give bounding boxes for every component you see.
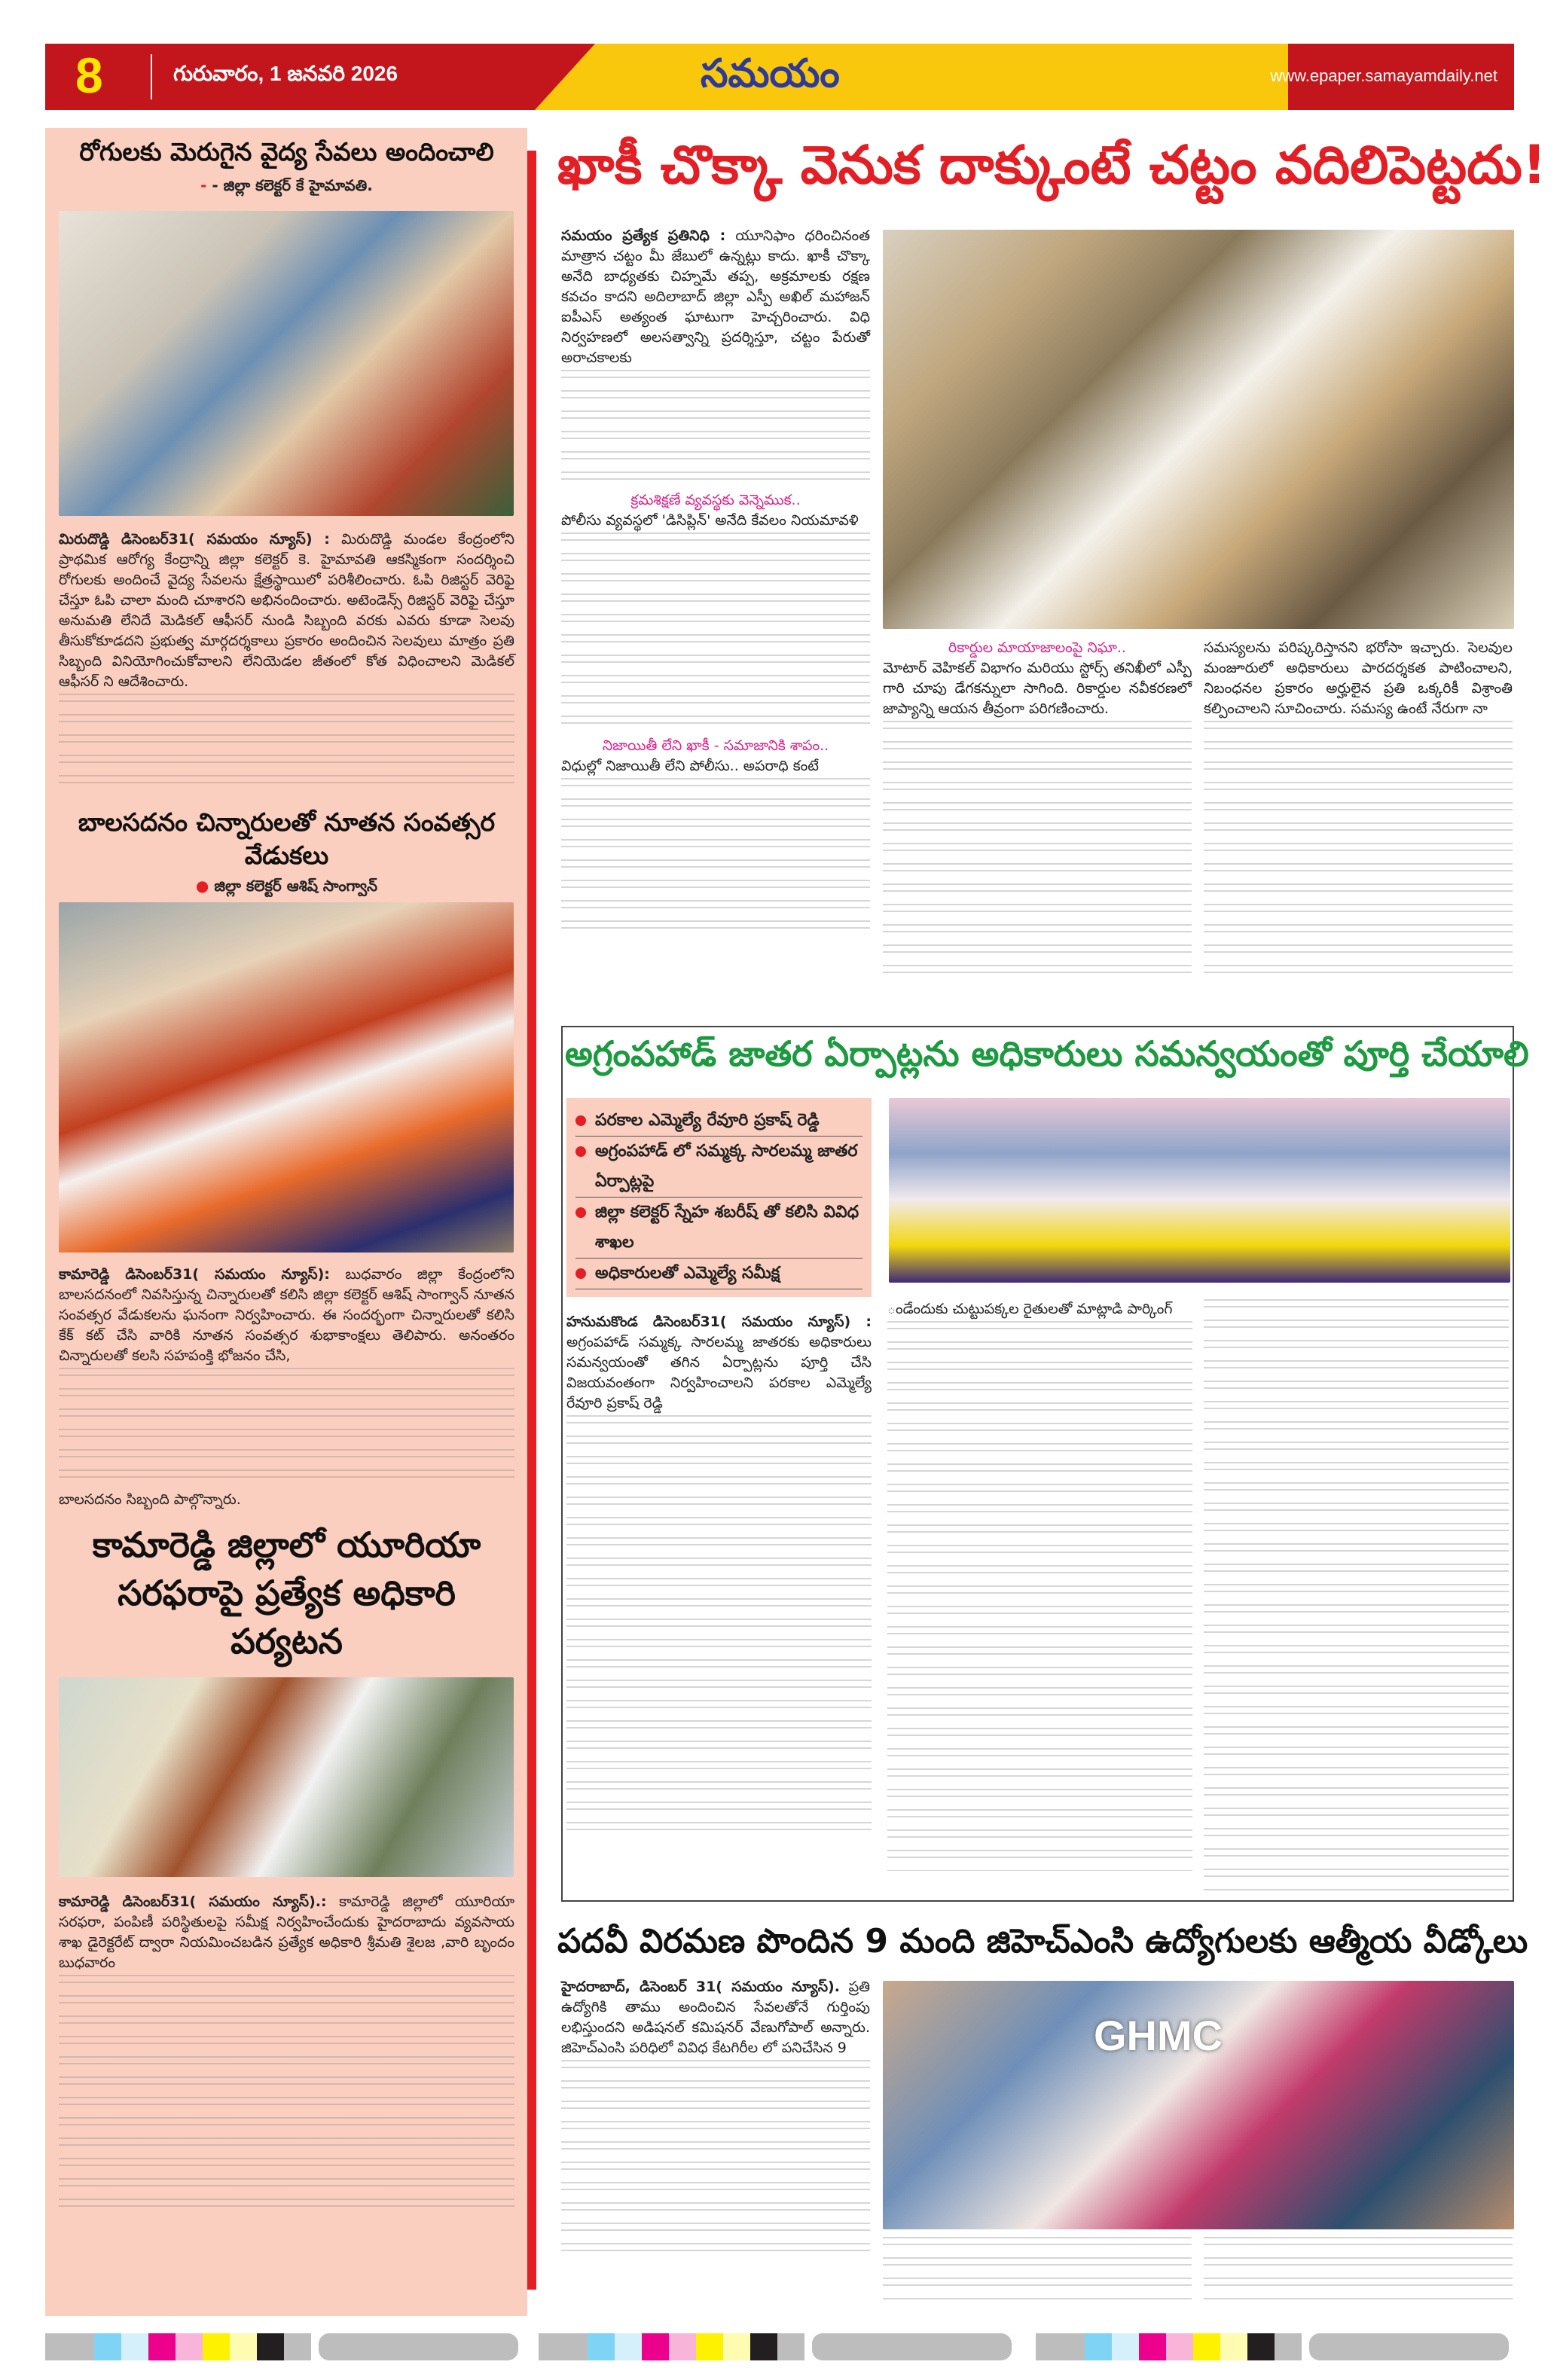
color-swatch — [777, 2333, 804, 2360]
color-swatch — [148, 2333, 176, 2360]
subheading: నిజాయితీ లేని ఖాకీ - సమాజానికి శాపం.. — [602, 737, 829, 754]
color-swatch — [750, 2333, 777, 2360]
article-headline: రోగులకు మెరుగైన వైద్య సేవలు అందించాలి — [79, 137, 494, 166]
article-text: పోలీసు వ్యవస్థలో 'డిసిప్లిన్' అనేది కేవలం నియమావళి — [561, 512, 859, 529]
text-continuation — [566, 1415, 872, 1837]
highlights-box — [566, 1098, 872, 1297]
color-swatch — [284, 2333, 311, 2360]
header-divider — [151, 54, 152, 99]
bottom-article-headline: పదవీ విరమణ పొందిన 9 మంది జిహెచ్ఎంసి ఉద్యోగులకు ఆత్మీయ వీడ్కోలు — [557, 1922, 1528, 1960]
text-continuation — [887, 1321, 1192, 1871]
text-continuation — [59, 694, 514, 795]
color-swatch — [669, 2333, 696, 2360]
page-header — [45, 44, 1514, 110]
new-year-celebration-photo — [59, 902, 514, 1253]
article-body — [59, 529, 514, 692]
article-text: యూనిఫాం ధరించినంత మాత్రాన చట్టం మీ జేబులో ఉన్నట్లు కాదు. ఖాకీ చొక్కా అనేది బాధ్యతకు చిహ్నమే తప్ప, అక్రమాలకు రక్షణ కవచం కాదని అదిలాబాద్ జిల్లా ఎస్పీ అఖిల్ మహాజన్ ఐపీఎస్ అత్యంత ఘాటుగా హెచ్చరించారు. విధి నిర్వహణలో అలసత్వాన్ని ప్రదర్శిస్తూ, చట్టం పేరుతో అరాచకాలకు — [561, 227, 870, 366]
text-continuation — [1204, 721, 1513, 984]
color-swatch — [1085, 2333, 1112, 2360]
urea-inspection-photo — [59, 1677, 514, 1877]
article-body — [59, 1265, 514, 1366]
article-text: మిరుదొడ్డి మండల కేంద్రంలోని ప్రాథమిక ఆరోగ్య కేంద్రాన్ని జిల్లా కలెక్టర్ కె. హైమావతి ఆకస్మికంగా సందర్శించి రోగులకు అందించే వైద్య సేవలను క్షేత్రస్థాయిలో పరిశీలించారు. ఓపి రిజిస్టర్ వెరిఫై చేస్తూ ఓపి చాలా మంది చూశారని అభినందించారు. అటెండెన్స్ రిజిస్టర్ వెరిఫై చేస్తూ అనుమతి లేనిదే మెడికల్ ఆఫీసర్ నుండి సిబ్బంది వరకు ఎవరు కూడా సెలవు తీసుకోకూడదని ప్రభుత్వ మార్గదర్శకాలు ప్రకారం అందించిన సెలవులు మాత్రం ప్రతి సిబ్బంది వినియోగించుకోవాలని లేనియెడల జీతంలో కోత విధించాలని మెడికల్ ఆఫీసర్ ని ఆదేశించారు. — [59, 531, 515, 690]
article-text: మోటార్ వెహికల్ విభాగం మరియు స్టోర్స్ తనిఖీలో ఎస్పీ గారి చూపు డేగకన్నులా సాగింది. రికార్డుల నవీకరణలో జాప్యాన్ని ఆయన తీవ్రంగా పరిగణించారు. — [883, 660, 1192, 717]
color-swatch — [1193, 2333, 1220, 2360]
article-text: ప్రతి ఉద్యోగికి తాము అందించిన సేవలతోనే గుర్తింపు లభిస్తుందని అడిషనల్ కమిషనర్ వేణుగోపాల్ అన్నారు. జిహెచ్ఎంసి పరిధిలో వివిధ కేటగిరీల లో పనిచేసిన 9 — [561, 1979, 870, 2056]
dateline: కామారెడ్డి డిసెంబర్31( సమయం న్యూస్).: — [59, 1893, 327, 1910]
boxed-article-headline: అగ్రంపహాడ్ జాతర ఏర్పాట్లను అధికారులు సమన్వయంతో పూర్తి చేయాలి — [565, 1033, 1529, 1074]
masthead-logo: సమయం — [701, 51, 840, 96]
color-swatch — [230, 2333, 257, 2360]
farewell-photo — [883, 1981, 1514, 2229]
color-swatch — [588, 2333, 615, 2360]
boxed-article-column-2 — [887, 1299, 1192, 1871]
article-text: కామారెడ్డి జిల్లాలో యూరియా సరఫరా, పంపిణీ పరిస్థితులపై సమీక్ష నిర్వహించేందుకు హైదరాబాదు వ్యవసాయ శాఖ డైరెక్టరేట్ ద్వారా నియమించబడిన ప్రత్యేక అధికారి శ్రీమతి శైలజ ,వారి బృందం బుధవారం — [59, 1893, 514, 1971]
article-body — [566, 1312, 872, 1414]
hospital-visit-photo — [59, 211, 514, 516]
article-body — [59, 1892, 514, 1973]
color-swatch — [539, 2333, 588, 2360]
article-headline: కామారెడ్డి జిల్లాలో యూరియా సరఫరాపై ప్రత్యేక అధికారి పర్యటన — [92, 1524, 481, 1661]
subheading: రికార్డుల మాయాజాలంపై నిఘా.. — [948, 639, 1126, 656]
main-article-column-1 — [561, 226, 870, 941]
boxed-article-column-1 — [566, 1098, 872, 1837]
color-swatch — [45, 2333, 94, 2360]
color-swatch — [94, 2333, 121, 2360]
gray-registration-pill — [1309, 2333, 1509, 2360]
review-meeting-photo — [889, 1098, 1510, 1283]
article-closing: బాలసదనం సిబ్బంది పాల్గొన్నారు. — [59, 1491, 241, 1508]
column-divider — [527, 151, 536, 2290]
article-text: అగ్రంపహాడ్ సమ్మక్క సారలమ్మ జాతరకు అధికారులు సమన్వయంతో తగిన ఏర్పాట్లను పూర్తి చేసి విజయవంతంగా నిర్వహించాలని పరకాల ఎమ్మెల్యే రేవూరి ప్రకాష్ రెడ్డి — [566, 1334, 872, 1411]
page-number: 8 — [75, 47, 103, 103]
dateline: కామారెడ్డి డిసెంబర్31( సమయం న్యూస్): — [59, 1266, 330, 1283]
main-article-column-3 — [1204, 638, 1513, 984]
highlight-item: అగ్రంపహాడ్ లో సమ్మక్క సారలమ్మ జాతర ఏర్పాట్లపై — [575, 1137, 862, 1198]
bottom-article-column-1 — [561, 1977, 870, 2263]
color-swatch — [176, 2333, 203, 2360]
dateline: హనుమకొండ డిసెంబర్31( సమయం న్యూస్) : — [566, 1314, 872, 1330]
epaper-url[interactable]: www.epaper.samayamdaily.net — [1270, 66, 1497, 85]
article-headline: బాలసదనం చిన్నారులతో నూతన సంవత్సర వేడుకలు — [78, 807, 496, 870]
article-byline: ● జిల్లా కలెక్టర్ ఆశిష్ సాంగ్వాన్ — [195, 877, 378, 895]
highlight-item: పరకాల ఎమ్మెల్యే రేవూరి ప్రకాష్ రెడ్డి — [575, 1106, 862, 1137]
byline-text: - జిల్లా కలెక్టర్ కే హైమావతి. — [212, 176, 373, 194]
article-text: ండేందుకు చుట్టుపక్కల రైతులతో మాట్లాడి పార్కింగ్ — [887, 1301, 1173, 1317]
ghmc-sign: GHMC — [1094, 2012, 1223, 2059]
main-article-column-2 — [883, 638, 1192, 984]
highlight-item: అధికారులతో ఎమ్మెల్యే సమీక్ష — [575, 1259, 862, 1289]
text-continuation — [59, 1975, 514, 2216]
color-swatch — [1247, 2333, 1275, 2360]
gray-registration-pill — [812, 2333, 1012, 2360]
text-continuation — [561, 532, 870, 736]
text-continuation — [561, 370, 870, 490]
color-swatch — [1220, 2333, 1247, 2360]
text-continuation — [59, 1368, 514, 1490]
color-swatch — [1275, 2333, 1302, 2360]
dateline: మిరుదొడ్డి డిసెంబర్31( సమయం న్యూస్) : — [59, 531, 330, 548]
article-byline: - - జిల్లా కలెక్టర్ కే హైమావతి. — [200, 176, 373, 194]
gray-registration-pill — [319, 2333, 518, 2360]
article-text: బుధవారం జిల్లా కేంద్రంలోని బాలసదనంలో నివసిస్తున్న చిన్నారులతో కలిసి జిల్లా కలెక్టర్ ఆశిష్ సాంగ్వాన్ నూతన సంవత్సర వేడుకలను ఘనంగా నిర్వహించారు. ఈ సందర్భంగా చిన్నారులతో కలిసి కేక్ కట్ చేసి వారికి నూతన సంవత్సర శుభాకాంక్షలు తెలిపారు. అనంతరం చిన్నారులతో కలసి సహపంక్తి భోజనం చేసి, — [59, 1266, 514, 1364]
text-continuation — [1204, 1299, 1509, 1894]
dateline: హైదరాబాద్, డిసెంబర్ 31( సమయం న్యూస్). — [561, 1979, 840, 1995]
left-column-stack — [59, 136, 514, 2216]
article-text: సమస్యలను పరిష్కరిస్తానని భరోసా ఇచ్చారు. సెలవుల మంజూరులో అధికారులు పారదర్శకత పాటించాలని, నిబంధనల ప్రకారం అర్హులైన ప్రతి ఒక్కరికీ విశ్రాంతి కల్పించాలని సూచించారు. సమస్య ఉంటే నేరుగా నా — [1204, 639, 1513, 717]
color-swatch — [257, 2333, 284, 2360]
article-body — [561, 1977, 870, 2058]
text-continuation — [1204, 2237, 1513, 2305]
color-swatch — [642, 2333, 669, 2360]
color-swatch — [1112, 2333, 1139, 2360]
highlight-item: జిల్లా కలెక్టర్ స్నేహ శబరీష్ తో కలిసి వివిధ శాఖల — [575, 1198, 862, 1259]
byline-text: జిల్లా కలెక్టర్ ఆశిష్ సాంగ్వాన్ — [214, 877, 378, 895]
color-swatch — [1036, 2333, 1085, 2360]
text-continuation — [561, 2060, 870, 2263]
text-continuation — [883, 2237, 1192, 2305]
police-inspection-photo — [883, 230, 1514, 629]
color-swatch — [121, 2333, 148, 2360]
main-headline: ఖాకీ చొక్కా వెనుక దాక్కుంటే చట్టం వదిలిపెట్టదు! — [557, 134, 1546, 196]
issue-date: గురువారం, 1 జనవరి 2026 — [173, 62, 398, 85]
main-article-lead — [561, 226, 870, 368]
color-swatch — [696, 2333, 723, 2360]
header-yellow-band — [535, 44, 1288, 110]
color-swatch — [615, 2333, 642, 2360]
article-text: విధుల్లో నిజాయితీ లేని పోలీసు.. అపరాధి కంటే — [561, 758, 819, 774]
text-continuation — [561, 778, 870, 941]
subheading: క్రమశిక్షణే వ్యవస్థకు వెన్నెముక.. — [630, 492, 801, 508]
color-swatch — [1166, 2333, 1193, 2360]
color-swatch — [1139, 2333, 1166, 2360]
color-swatch — [723, 2333, 750, 2360]
dateline: సమయం ప్రత్యేక ప్రతినిధి : — [561, 227, 726, 244]
text-continuation — [883, 721, 1192, 984]
color-swatch — [203, 2333, 230, 2360]
